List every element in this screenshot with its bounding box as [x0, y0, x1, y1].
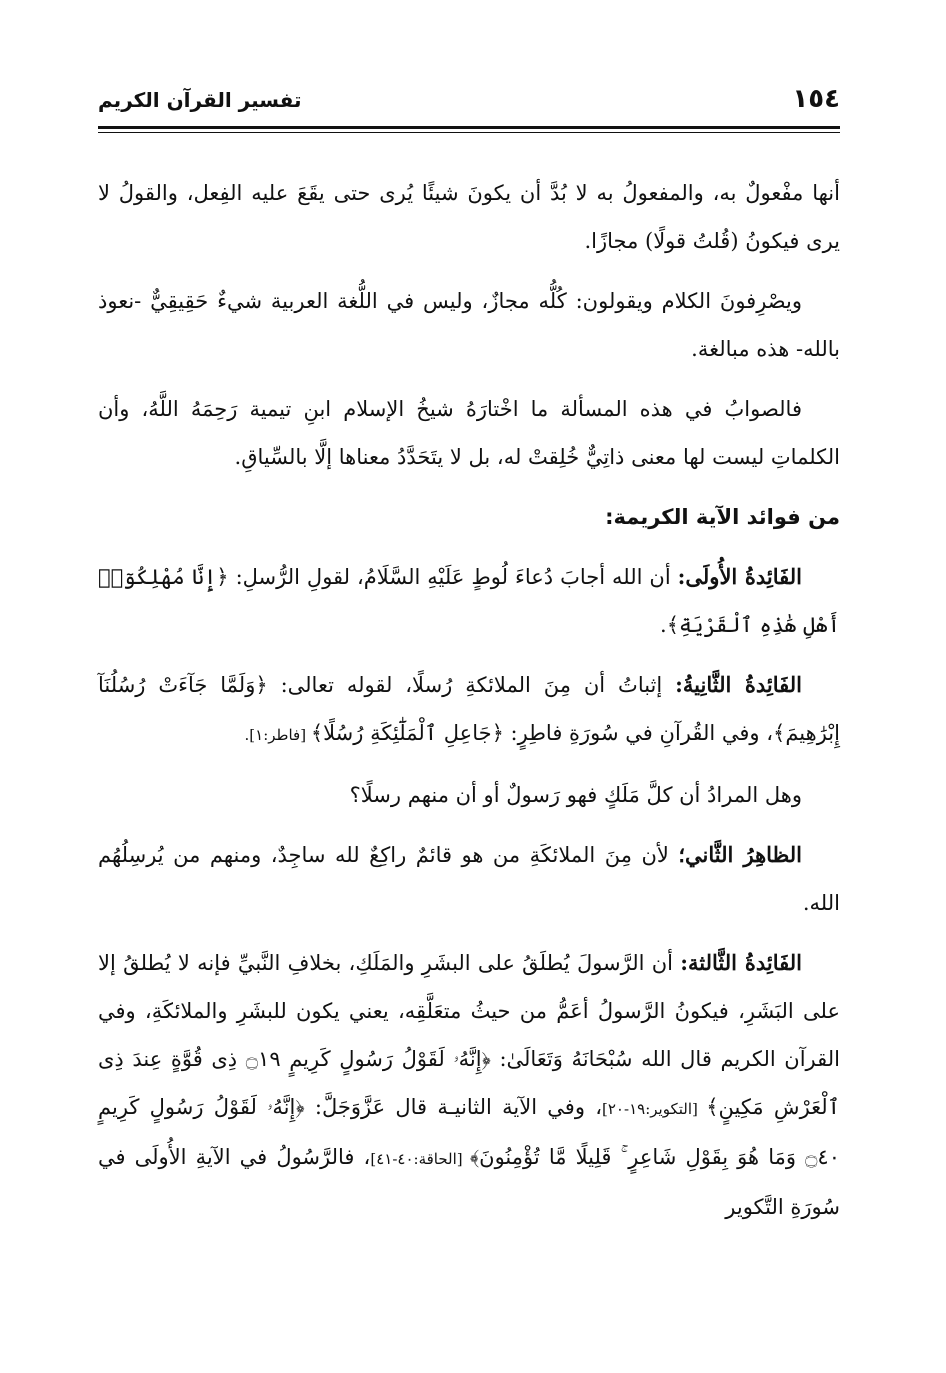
benefit-text: أن الرَّسولَ يُطلَقُ على البشَرِ والمَلَكِ، بخلافِ النَّبيِّ فإنه لا يُطلقُ إلا على البَشَرِ، فيكونُ الرَّسولُ أعَمُّ من حيثُ متعَلَّقِه، يعني يكون للبشَرِ والملائكَةِ، وفي القرآن الكريم قال الله سُبْحَانَهُ وَتَعَالَىٰ:: [98, 951, 840, 1071]
answer-label: الظاهِرُ الثَّاني؛: [678, 842, 802, 867]
verse-reference: [التكوير:١٩-٢٠]: [602, 1100, 707, 1118]
question: وهل المرادُ أن كلَّ مَلَكٍ فهو رَسولٌ أو أن منهم رسلًا؟: [349, 783, 802, 807]
book-page: [98, 80, 840, 1243]
benefit-label: الفَائِدةُ الثَّانِيةُ:: [675, 672, 802, 697]
page-content: [98, 169, 840, 1231]
benefit-3: [98, 939, 840, 1231]
paragraph: فالصوابُ في هذه المسألة ما اخْتارَهُ شيخُ الإسلام ابنِ تيمية رَحِمَهُ اللَّهُ، وأن الكلماتِ ليست لها معنى ذاتِيٌّ خُلِقتْ له، بل لا يتَحَدَّدُ معناها إلَّا بالسِّياقِ.: [98, 397, 840, 469]
benefit-text: أن الله أجابَ دُعاءَ لُوطٍ عَلَيْهِ السَّلَامُ، لقولِ الرُّسلِ:: [228, 565, 678, 589]
answer: [98, 831, 840, 927]
page-header: [98, 80, 840, 129]
benefit-label: الفَائِدةُ الثَّالثة:: [680, 950, 803, 975]
benefit-text: ، فالرَّسُولُ في الآيةِ الأُولَى في سُورَةِ التَّكوير: [98, 1145, 840, 1219]
benefit-text: ، وفي الآية الثانيـة قال عَزَّوَجَلَّ:: [304, 1095, 603, 1119]
quran-verse: ﴿إِنَّا مُهْلِكُوٓا۟ أَهْلِ هَٰذِهِ ٱلْقَرْيَةِ﴾: [98, 565, 840, 637]
answer-text: لأن مِنَ الملائكَةِ من هو قائمٌ راكِعٌ لله ساجِدٌ، ومنهم من يُرسِلُهُم الله.: [98, 843, 840, 915]
verse-reference: [الحاقة:٤٠-٤١]: [370, 1150, 470, 1168]
section-heading: من فوائد الآية الكريمة:: [605, 505, 840, 529]
benefit-text: ، وفي القُرآنِ في سُورَةِ فاطِرٍ:: [503, 721, 774, 745]
benefit-2: [98, 661, 840, 759]
quran-verse: ﴿جَاعِلِ ٱلْمَلَٰٓئِكَةِ رُسُلًا﴾: [310, 721, 504, 745]
quran-verse: ﴿وَلَمَّا جَآءَتْ رُسُلُنَآ إِبْرَٰهِيمَ﴾: [98, 673, 840, 745]
benefit-1: [98, 553, 840, 649]
punctuation: .: [660, 613, 667, 637]
paragraph: ويصْرِفونَ الكلام ويقولون: كُلُّه مجازٌ، وليس في اللُّغة العربية شيءٌ حَقِيقِيٌّ -نعوذ بالله- هذه مبالغة.: [98, 289, 840, 361]
verse-reference: [فاطر:١].: [244, 726, 311, 744]
running-title: تفسير القرآن الكريم: [98, 88, 302, 112]
benefit-label: الفَائِدةُ الأُولَى:: [677, 564, 802, 589]
paragraph: أنها مفْعولٌ به، والمفعولُ به لا بُدَّ أن يكونَ شيئًا يُرى حتى يقَعَ عليه الفِعل، والقولُ لا يرى فيكونُ (قُلتُ قولًا) مجازًا.: [98, 181, 840, 253]
page-number: ١٥٤: [792, 84, 840, 114]
quran-verse: ﴿إِنَّهُۥ لَقَوْلُ رَسُولٍ كَرِيمٍ ۝١٩ ذِى قُوَّةٍ عِندَ ذِى ٱلْعَرْشِ مَكِينٍ﴾: [98, 1047, 840, 1119]
benefit-text: إثباتُ أن مِنَ الملائكةِ رُسلًا، لقوله تعالى:: [267, 673, 676, 697]
quran-verse: ﴿إِنَّهُۥ لَقَوْلُ رَسُولٍ كَرِيمٍ ۝٤٠ وَمَا هُوَ بِقَوْلِ شَاعِرٍ ۚ قَلِيلًا مَّا تُؤْمِنُونَ﴾: [98, 1095, 840, 1169]
